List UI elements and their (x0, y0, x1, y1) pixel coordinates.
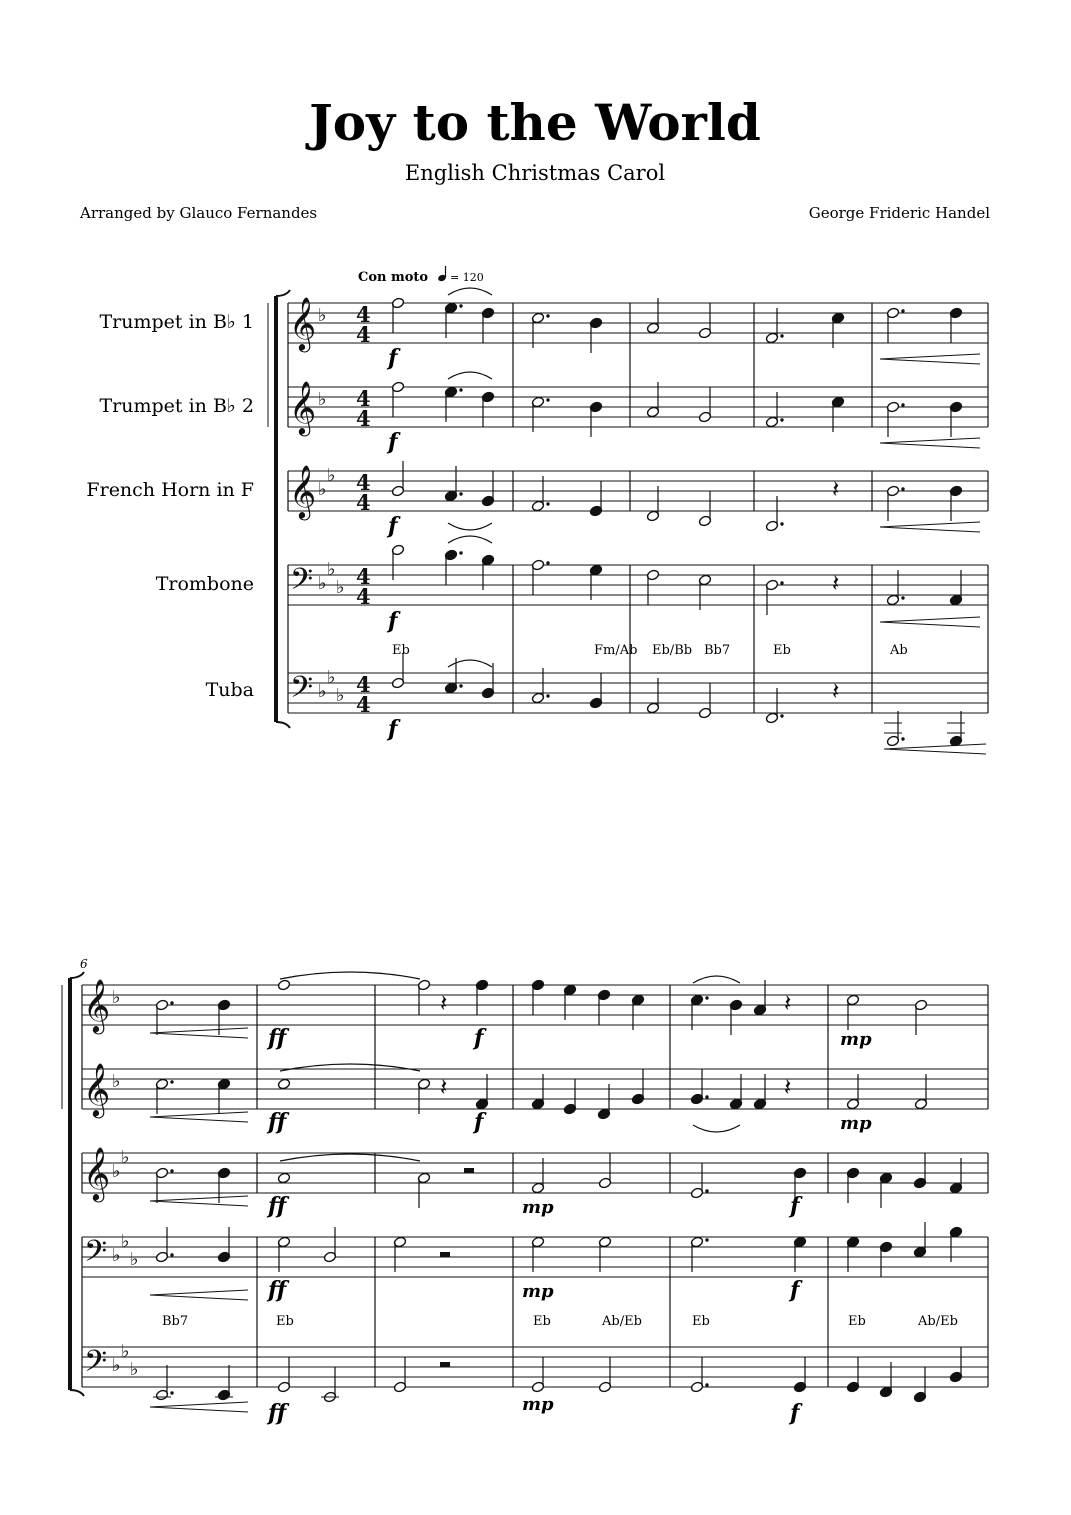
slur (448, 288, 492, 295)
chord-symbol: Eb (692, 1314, 710, 1329)
flat-icon: ♭ (327, 667, 336, 688)
note-head (277, 1172, 291, 1184)
dot (705, 1189, 708, 1192)
time-signature-numerator: 4 (356, 386, 371, 411)
dot (780, 522, 783, 525)
instrument-label-trumpet2: Trumpet in B♭ 2 (99, 395, 254, 417)
dynamic-mark: ff (268, 1193, 287, 1219)
chord-symbol: Bb7 (704, 643, 731, 658)
arranger-credit: Arranged by Glauco Fernandes (80, 204, 318, 222)
dot (780, 334, 783, 337)
slur (448, 372, 492, 379)
chord-symbol: Ab/Eb (602, 1314, 642, 1329)
dynamic-mark: f (388, 513, 398, 539)
half-rest-icon (440, 1252, 450, 1257)
tempo-value: = 120 (450, 271, 484, 284)
chord-symbol: Eb (276, 1314, 294, 1329)
time-signature-numerator: 4 (356, 302, 371, 327)
flat-icon: ♭ (112, 1245, 121, 1266)
flat-icon: ♭ (112, 1161, 121, 1182)
dynamic-mark: ff (268, 1400, 287, 1426)
dynamic-mark: ff (268, 1277, 287, 1303)
piece-subtitle: English Christmas Carol (404, 161, 666, 185)
bracket-end (70, 1390, 84, 1396)
dot (459, 388, 462, 391)
crescendo-hairpin (880, 438, 980, 448)
dot (546, 502, 549, 505)
half-rest-icon (464, 1168, 474, 1173)
dot (901, 487, 904, 490)
dot (170, 1080, 173, 1083)
instrument-label-trombone: Trombone (155, 573, 254, 595)
time-signature-denominator: 4 (356, 406, 371, 431)
dot (901, 403, 904, 406)
time-signature-denominator: 4 (356, 692, 371, 717)
tempo-marking (358, 266, 484, 285)
dynamic-mark: mp (840, 1113, 872, 1134)
slur (448, 523, 492, 530)
flat-icon: ♭ (318, 305, 327, 326)
dot (705, 996, 708, 999)
quarter-rest-icon: 𝄽 (784, 989, 792, 1017)
dot (170, 1001, 173, 1004)
flat-icon: ♭ (112, 1071, 121, 1092)
flat-icon: ♭ (336, 685, 345, 706)
slur (280, 1064, 420, 1071)
bracket-end (276, 290, 290, 296)
bass-clef-icon: 𝄢 (290, 563, 314, 604)
dynamic-mark: f (388, 608, 398, 634)
half-rest-icon (440, 1362, 450, 1367)
dynamic-mark: f (388, 429, 398, 455)
tempo-text: Con moto (358, 270, 429, 285)
crescendo-hairpin (880, 354, 980, 364)
flat-icon: ♭ (336, 577, 345, 598)
dot (901, 309, 904, 312)
bracket-end (276, 722, 290, 728)
time-signature-denominator: 4 (356, 490, 371, 515)
bass-clef-icon: 𝄢 (84, 1235, 108, 1276)
chord-symbol: Eb (773, 643, 791, 658)
instrument-label-horn: French Horn in F (86, 479, 254, 501)
crescendo-hairpin (150, 1112, 248, 1122)
quarter-rest-icon: 𝄽 (440, 1073, 448, 1101)
bass-clef-icon: 𝄢 (290, 671, 314, 712)
note-head (277, 979, 291, 991)
dot (780, 418, 783, 421)
treble-clef-icon: 𝄞 (83, 1146, 111, 1200)
time-signature-numerator: 4 (356, 672, 371, 697)
dot (459, 684, 462, 687)
dynamic-mark: f (388, 345, 398, 371)
crescendo-hairpin (880, 617, 980, 627)
dynamic-mark: mp (840, 1029, 872, 1050)
time-signature-denominator: 4 (356, 584, 371, 609)
treble-clef-icon: 𝄞 (289, 464, 317, 518)
crescendo-hairpin (150, 1402, 248, 1412)
slur (693, 976, 740, 983)
dot (546, 314, 549, 317)
treble-clef-icon: 𝄞 (289, 380, 317, 434)
flat-icon: ♭ (327, 559, 336, 580)
crescendo-hairpin (150, 1028, 248, 1038)
dynamic-mark: mp (522, 1281, 554, 1302)
dot (459, 492, 462, 495)
flat-icon: ♭ (121, 1231, 130, 1252)
slur (693, 1125, 740, 1132)
flat-icon: ♭ (318, 389, 327, 410)
quarter-rest-icon: 𝄽 (440, 989, 448, 1017)
chord-symbol: Eb (533, 1314, 551, 1329)
flat-icon: ♭ (112, 987, 121, 1008)
flat-icon: ♭ (327, 465, 336, 486)
flat-icon: ♭ (130, 1359, 139, 1380)
dynamic-mark: mp (522, 1197, 554, 1218)
quarter-rest-icon: 𝄽 (832, 475, 840, 503)
flat-icon: ♭ (318, 573, 327, 594)
crescendo-hairpin (884, 744, 986, 754)
dot (170, 1391, 173, 1394)
dynamic-mark: f (790, 1400, 800, 1426)
dynamic-mark: ff (268, 1109, 287, 1135)
dot (546, 694, 549, 697)
quarter-rest-icon: 𝄽 (784, 1073, 792, 1101)
dot (170, 1253, 173, 1256)
chord-symbol: Ab/Eb (918, 1314, 958, 1329)
instrument-label-trumpet1: Trumpet in B♭ 1 (99, 311, 254, 333)
dot (705, 1095, 708, 1098)
measure-number: 6 (80, 957, 88, 971)
slur (448, 660, 492, 667)
dynamic-mark: f (790, 1193, 800, 1219)
dot (901, 596, 904, 599)
flat-icon: ♭ (121, 1147, 130, 1168)
dynamic-mark: f (474, 1109, 484, 1135)
treble-clef-icon: 𝄞 (289, 296, 317, 350)
composer-credit: George Frideric Handel (808, 204, 990, 222)
piece-title: Joy to the World (309, 93, 761, 152)
system-bracket (274, 296, 278, 722)
time-signature-denominator: 4 (356, 322, 371, 347)
dynamic-mark: f (790, 1277, 800, 1303)
flat-icon: ♭ (121, 1341, 130, 1362)
dot (705, 1383, 708, 1386)
quarter-rest-icon: 𝄽 (832, 569, 840, 597)
dynamic-mark: ff (268, 1025, 287, 1051)
bracket-end (70, 972, 84, 978)
chord-symbol: Fm/Ab (594, 643, 638, 658)
dynamic-mark: f (474, 1025, 484, 1051)
time-signature-numerator: 4 (356, 564, 371, 589)
dynamic-mark: f (388, 716, 398, 742)
treble-clef-icon: 𝄞 (83, 1062, 111, 1116)
slur (448, 536, 492, 543)
dynamic-mark: mp (522, 1394, 554, 1415)
treble-clef-icon: 𝄞 (83, 978, 111, 1032)
system-bracket (68, 978, 72, 1390)
crescendo-hairpin (150, 1290, 248, 1300)
dot (780, 581, 783, 584)
crescendo-hairpin (880, 522, 980, 532)
dot (170, 1169, 173, 1172)
slur (280, 972, 420, 979)
dot (459, 304, 462, 307)
dot (780, 714, 783, 717)
dot (705, 1238, 708, 1241)
note-head (277, 1078, 291, 1090)
chord-symbols-system-1 (392, 643, 908, 658)
time-signature-numerator: 4 (356, 470, 371, 495)
flat-icon: ♭ (130, 1249, 139, 1270)
dot (459, 551, 462, 554)
chord-symbols-system-2 (162, 1314, 958, 1329)
notation-layer (62, 288, 988, 1412)
chord-symbol: Eb (392, 643, 410, 658)
dot (546, 398, 549, 401)
dot (901, 737, 904, 740)
chord-symbol: Eb (848, 1314, 866, 1329)
dot (546, 561, 549, 564)
slur (280, 1154, 420, 1161)
instrument-label-tuba: Tuba (205, 679, 254, 701)
flat-icon: ♭ (318, 681, 327, 702)
flat-icon: ♭ (112, 1355, 121, 1376)
chord-symbol: Eb/Bb (652, 643, 693, 658)
chord-symbol: Bb7 (162, 1314, 189, 1329)
dynamics-system-2 (266, 1025, 872, 1426)
quarter-rest-icon: 𝄽 (832, 677, 840, 705)
flat-icon: ♭ (318, 479, 327, 500)
bass-clef-icon: 𝄢 (84, 1345, 108, 1386)
chord-symbol: Ab (890, 643, 908, 658)
crescendo-hairpin (150, 1196, 248, 1206)
